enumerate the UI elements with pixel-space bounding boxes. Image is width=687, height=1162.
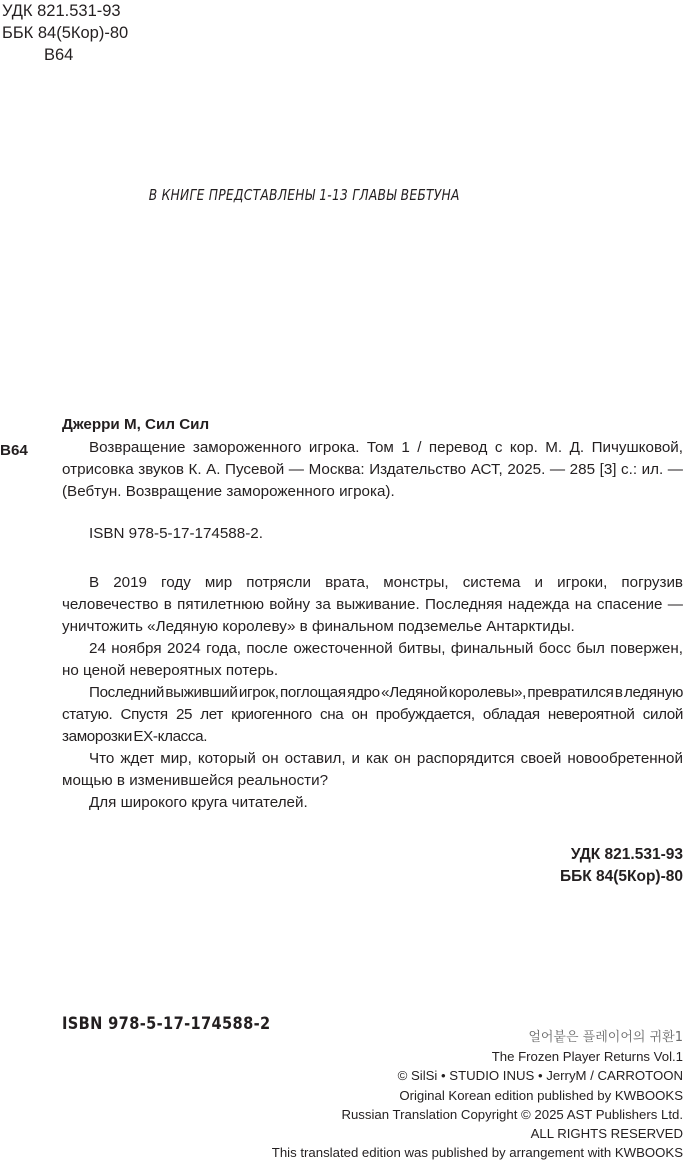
annotation bbox=[62, 572, 683, 814]
bbk-code: ББК 84(5Кор)-80 bbox=[2, 24, 129, 42]
isbn-bottom: ISBN 978-5-17-174588-2 bbox=[62, 1014, 271, 1034]
english-title: The Frozen Player Returns Vol.1 bbox=[491, 1049, 683, 1065]
bibliographic-description: Возвращение замороженного игрока. Том 1 / перевод с кор. М. Д. Пичушковой, отрисовка звуков К. А. Пусевой — Москва: Издательство АСТ, 2025. — 285 [3] с.: ил. — (Вебтун. Возвращение замороженного игрока). bbox=[62, 439, 683, 500]
arrangement-note: This translated edition was published by arrangement with KWBOOKS bbox=[271, 1145, 683, 1161]
annotation-paragraph: Последний выживший игрок, поглощая ядро «Ледяной королевы», превратился в ледяную статую. Спустя 25 лет криогенного сна он пробуждается, обладая невероятной силой заморозки EX-класса. bbox=[62, 684, 683, 745]
author-mark-margin: В64 bbox=[0, 442, 28, 459]
all-rights-reserved: ALL RIGHTS RESERVED bbox=[530, 1126, 683, 1142]
isbn-record: ISBN 978-5-17-174588-2. bbox=[89, 525, 263, 542]
annotation-paragraph: 24 ноября 2024 года, после ожесточенной битвы, финальный босс был повержен, но ценой невероятных потерь. bbox=[62, 640, 683, 679]
copyright-block bbox=[272, 1028, 683, 1162]
annotation-paragraph: В 2019 году мир потрясли врата, монстры, система и игроки, погрузив человечество в пятилетнюю войну за выживание. Последняя надежда на спасение — уничтожить «Ледяную королеву» в финальном подземелье Антарктиды. bbox=[62, 574, 683, 635]
korean-title: 얼어붙은 플레이어의 귀환1 bbox=[528, 1030, 683, 1045]
author-mark: В64 bbox=[44, 46, 74, 64]
webtoon-chapters-banner: В КНИГЕ ПРЕДСТАВЛЕНЫ 1-13 ГЛАВЫ ВЕБТУНА bbox=[148, 186, 460, 204]
udk-code: УДК 821.531-93 bbox=[2, 2, 121, 20]
classification-codes-right bbox=[560, 844, 683, 888]
author-heading: Джерри М, Сил Сил bbox=[62, 416, 210, 433]
bbk-code-bold: ББК 84(5Кор)-80 bbox=[559, 868, 683, 885]
translation-copyright: Russian Translation Copyright © 2025 AST Publishers Ltd. bbox=[341, 1106, 683, 1122]
annotation-paragraph: Что ждет мир, который он оставил, и как он распорядится своей новообретенной мощью в изменившейся реальности? bbox=[62, 750, 683, 789]
rights-holders: © SilSi • STUDIO INUS • JerryM / CARROTOON bbox=[397, 1068, 683, 1084]
original-edition-note: Original Korean edition published by KWBOOKS bbox=[399, 1087, 683, 1103]
udk-code-bold: УДК 821.531-93 bbox=[570, 846, 683, 863]
top-classification-codes bbox=[2, 0, 128, 66]
annotation-paragraph: Для широкого круга читателей. bbox=[89, 794, 308, 811]
